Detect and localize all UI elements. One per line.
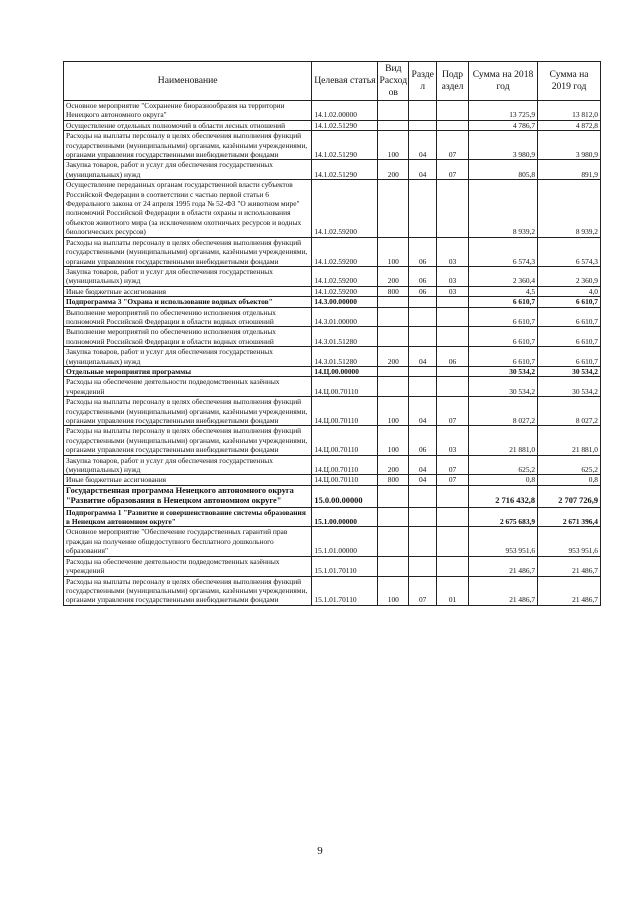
budget-table (63, 61, 601, 606)
row-subsection: 03 (437, 426, 469, 455)
row-sum-2018: 2 716 432,8 (469, 485, 538, 507)
row-subsection (437, 297, 469, 307)
row-expense-type: 200 (378, 160, 409, 180)
row-sum-2019: 21 486,7 (538, 556, 601, 576)
row-section: 04 (409, 160, 437, 180)
row-sum-2018: 4 786,7 (469, 120, 538, 130)
row-name: Закупка товаров, работ и услуг для обеспечения государственных (муниципальных) нужд (64, 160, 312, 180)
row-target-article: 14.Ц.00.70110 (312, 426, 378, 455)
row-section: 04 (409, 131, 437, 160)
row-name: Осуществление переданных органам государственной власти субъектов Российской Федерации в соответствии с частью первой статьи 6 Федерального закона от 24 апреля 1995 года № 52-ФЗ "О животном мире" полномочий Российской Федерации в области охраны и использования объектов животного мира (за исключением охотничьих ресурсов и водных биологических ресурсов) (64, 180, 312, 237)
row-section (409, 297, 437, 307)
table-row (64, 576, 601, 605)
row-expense-type (378, 101, 409, 121)
row-subsection: 03 (437, 237, 469, 266)
row-sum-2019: 6 610,7 (538, 347, 601, 367)
row-expense-type (378, 377, 409, 397)
row-expense-type (378, 297, 409, 307)
row-sum-2018: 6 610,7 (469, 347, 538, 367)
row-target-article: 15.1.01.70110 (312, 556, 378, 576)
row-section (409, 485, 437, 507)
row-target-article: 15.1.01.00000 (312, 527, 378, 556)
table-row (64, 237, 601, 266)
row-sum-2019: 6 610,7 (538, 327, 601, 347)
row-expense-type (378, 485, 409, 507)
row-sum-2019: 2 671 396,4 (538, 507, 601, 527)
header-sum-2018: Сумма на 2018 год (469, 62, 538, 101)
row-target-article: 15.1.01.70110 (312, 576, 378, 605)
row-target-article: 14.1.02.59200 (312, 286, 378, 296)
row-expense-type: 200 (378, 347, 409, 367)
row-expense-type (378, 366, 409, 376)
row-sum-2018: 30 534,2 (469, 377, 538, 397)
row-subsection: 07 (437, 455, 469, 475)
table-row (64, 101, 601, 121)
row-target-article: 14.1.02.59200 (312, 266, 378, 286)
table-row (64, 347, 601, 367)
table-row (64, 266, 601, 286)
row-sum-2019: 2 707 726,9 (538, 485, 601, 507)
row-sum-2018: 625,2 (469, 455, 538, 475)
row-expense-type (378, 327, 409, 347)
row-sum-2018: 30 534,2 (469, 366, 538, 376)
row-sum-2019: 891,9 (538, 160, 601, 180)
row-section (409, 327, 437, 347)
row-section (409, 507, 437, 527)
row-subsection: 07 (437, 475, 469, 485)
row-section (409, 556, 437, 576)
header-row (64, 62, 601, 101)
row-name: Расходы на обеспечение деятельности подведомственных казённых учреждений (64, 556, 312, 576)
row-subsection: 07 (437, 160, 469, 180)
row-name: Отдельные мероприятия программы (64, 366, 312, 376)
row-name: Осуществление отдельных полномочий в области лесных отношений (64, 120, 312, 130)
row-name: Государственная программа Ненецкого автономного округа "Развитие образования в Ненецком автономном округе" (64, 485, 312, 507)
row-sum-2018: 13 725,9 (469, 101, 538, 121)
row-target-article: 14.3.01.51280 (312, 327, 378, 347)
table-row (64, 455, 601, 475)
row-sum-2018: 4,5 (469, 286, 538, 296)
row-sum-2018: 953 951,6 (469, 527, 538, 556)
row-subsection: 03 (437, 266, 469, 286)
row-sum-2019: 21 881,0 (538, 426, 601, 455)
table-row (64, 485, 601, 507)
table-row (64, 507, 601, 527)
row-sum-2019: 953 951,6 (538, 527, 601, 556)
row-section (409, 366, 437, 376)
row-section: 06 (409, 237, 437, 266)
row-target-article: 14.1.02.51290 (312, 160, 378, 180)
row-expense-type: 800 (378, 475, 409, 485)
header-section: Разде л (409, 62, 437, 101)
row-expense-type (378, 307, 409, 327)
row-expense-type: 100 (378, 131, 409, 160)
row-expense-type: 200 (378, 266, 409, 286)
row-sum-2019: 4,0 (538, 286, 601, 296)
row-section (409, 180, 437, 237)
row-sum-2018: 8 027,2 (469, 397, 538, 426)
row-sum-2018: 0,8 (469, 475, 538, 485)
row-section (409, 101, 437, 121)
row-expense-type: 100 (378, 397, 409, 426)
row-name: Закупка товаров, работ и услуг для обеспечения государственных (муниципальных) нужд (64, 455, 312, 475)
row-sum-2018: 6 610,7 (469, 327, 538, 347)
table-row (64, 366, 601, 376)
row-target-article: 14.Ц.00.70110 (312, 377, 378, 397)
row-subsection: 07 (437, 131, 469, 160)
header-name: Наименование (64, 62, 312, 101)
table-row (64, 327, 601, 347)
row-sum-2018: 21 881,0 (469, 426, 538, 455)
row-name: Закупка товаров, работ и услуг для обеспечения государственных (муниципальных) нужд (64, 347, 312, 367)
row-target-article: 14.1.02.59200 (312, 180, 378, 237)
row-target-article: 15.1.00.00000 (312, 507, 378, 527)
row-expense-type: 800 (378, 286, 409, 296)
row-expense-type: 100 (378, 576, 409, 605)
row-name: Закупка товаров, работ и услуг для обеспечения государственных (муниципальных) нужд (64, 266, 312, 286)
table-row (64, 527, 601, 556)
table-row (64, 397, 601, 426)
row-target-article: 14.Ц.00.70110 (312, 455, 378, 475)
row-sum-2019: 6 610,7 (538, 297, 601, 307)
row-name: Расходы на обеспечение деятельности подведомственных казённых учреждений (64, 377, 312, 397)
row-sum-2019: 30 534,2 (538, 366, 601, 376)
row-subsection (437, 377, 469, 397)
row-sum-2019: 3 980,9 (538, 131, 601, 160)
row-section (409, 527, 437, 556)
row-sum-2019: 8 027,2 (538, 397, 601, 426)
table-row (64, 131, 601, 160)
table-body (64, 101, 601, 606)
row-expense-type (378, 556, 409, 576)
row-sum-2018: 805,8 (469, 160, 538, 180)
row-name: Подпрограмма 3 "Охрана и использование водных объектов" (64, 297, 312, 307)
row-name: Выполнение мероприятий по обеспечению исполнения отдельных полномочий Российской Федерации в области водных отношений (64, 327, 312, 347)
row-section (409, 307, 437, 327)
table-row (64, 286, 601, 296)
row-target-article: 14.3.01.00000 (312, 307, 378, 327)
row-sum-2019: 0,8 (538, 475, 601, 485)
row-expense-type: 100 (378, 426, 409, 455)
row-name: Иные бюджетные ассигнования (64, 475, 312, 485)
row-section (409, 120, 437, 130)
row-target-article: 14.1.02.59200 (312, 237, 378, 266)
row-sum-2018: 6 574,3 (469, 237, 538, 266)
row-sum-2018: 21 486,7 (469, 576, 538, 605)
row-sum-2018: 3 980,9 (469, 131, 538, 160)
row-section: 07 (409, 576, 437, 605)
page-number: 9 (317, 845, 323, 857)
row-sum-2018: 21 486,7 (469, 556, 538, 576)
row-target-article: 14.3.00.00000 (312, 297, 378, 307)
row-section (409, 377, 437, 397)
header-expense-type: Вид Расход ов (378, 62, 409, 101)
row-name: Расходы на выплаты персоналу в целях обеспечения выполнения функций государственными (муниципальными) органами, казёнными учреждениями, органами управления государственными внебюджетными фондами (64, 131, 312, 160)
row-subsection (437, 120, 469, 130)
row-name: Основное мероприятие "Сохранение биоразнообразия на территории Ненецкого автономного округа" (64, 101, 312, 121)
table-row (64, 377, 601, 397)
row-name: Иные бюджетные ассигнования (64, 286, 312, 296)
row-expense-type: 100 (378, 237, 409, 266)
row-section: 06 (409, 426, 437, 455)
row-subsection (437, 180, 469, 237)
row-subsection (437, 101, 469, 121)
row-target-article: 15.0.00.00000 (312, 485, 378, 507)
table-row (64, 180, 601, 237)
table-row (64, 556, 601, 576)
row-subsection (437, 366, 469, 376)
row-expense-type (378, 507, 409, 527)
row-target-article: 14.3.01.51280 (312, 347, 378, 367)
row-section: 04 (409, 475, 437, 485)
row-name: Основное мероприятие "Обеспечение государственных гарантий прав граждан на получение общедоступного бесплатного дошкольного образования" (64, 527, 312, 556)
row-target-article: 14.Ц.00.70110 (312, 475, 378, 485)
row-sum-2019: 625,2 (538, 455, 601, 475)
row-name: Выполнение мероприятий по обеспечению исполнения отдельных полномочий Российской Федерации в области водных отношений (64, 307, 312, 327)
table-row (64, 475, 601, 485)
table-row (64, 120, 601, 130)
row-subsection (437, 527, 469, 556)
row-section: 04 (409, 455, 437, 475)
row-target-article: 14.Ц.00.70110 (312, 397, 378, 426)
row-expense-type: 200 (378, 455, 409, 475)
row-subsection (437, 556, 469, 576)
row-target-article: 14.1.02.51290 (312, 131, 378, 160)
row-name: Расходы на выплаты персоналу в целях обеспечения выполнения функций государственными (муниципальными) органами, казёнными учреждениями, органами управления государственными внебюджетными фондами (64, 426, 312, 455)
row-target-article: 14.1.02.00000 (312, 101, 378, 121)
row-subsection: 03 (437, 286, 469, 296)
row-expense-type (378, 180, 409, 237)
row-subsection (437, 327, 469, 347)
row-sum-2018: 6 610,7 (469, 307, 538, 327)
row-sum-2018: 2 675 683,9 (469, 507, 538, 527)
row-sum-2019: 4 872,8 (538, 120, 601, 130)
row-sum-2018: 2 360,4 (469, 266, 538, 286)
row-expense-type (378, 527, 409, 556)
row-sum-2019: 8 939,2 (538, 180, 601, 237)
row-sum-2019: 6 610,7 (538, 307, 601, 327)
row-sum-2019: 13 812,0 (538, 101, 601, 121)
row-sum-2018: 6 610,7 (469, 297, 538, 307)
header-target-article: Целевая статья (312, 62, 378, 101)
row-name: Расходы на выплаты персоналу в целях обеспечения выполнения функций государственными (муниципальными) органами, казёнными учреждениями, органами управления государственными внебюджетными фондами (64, 237, 312, 266)
row-sum-2019: 2 360,9 (538, 266, 601, 286)
row-section: 04 (409, 347, 437, 367)
row-subsection (437, 485, 469, 507)
row-subsection: 06 (437, 347, 469, 367)
row-subsection (437, 507, 469, 527)
row-subsection (437, 307, 469, 327)
row-sum-2019: 30 534,2 (538, 377, 601, 397)
row-expense-type (378, 120, 409, 130)
row-target-article: 14.Ц.00.00000 (312, 366, 378, 376)
row-section: 06 (409, 286, 437, 296)
table-row (64, 160, 601, 180)
row-name: Расходы на выплаты персоналу в целях обеспечения выполнения функций государственными (муниципальными) органами, казёнными учреждениями, органами управления государственными внебюджетными фондами (64, 397, 312, 426)
row-sum-2019: 6 574,3 (538, 237, 601, 266)
row-subsection: 07 (437, 397, 469, 426)
row-name: Подпрограмма 1 "Развитие и совершенствование системы образования в Ненецком автономном округе" (64, 507, 312, 527)
row-sum-2018: 8 939,2 (469, 180, 538, 237)
header-subsection: Подр аздел (437, 62, 469, 101)
row-sum-2019: 21 486,7 (538, 576, 601, 605)
row-section: 06 (409, 266, 437, 286)
row-subsection: 01 (437, 576, 469, 605)
table-row (64, 426, 601, 455)
row-name: Расходы на выплаты персоналу в целях обеспечения выполнения функций государственными (муниципальными) органами, казёнными учреждениями, органами управления государственными внебюджетными фондами (64, 576, 312, 605)
row-section: 04 (409, 397, 437, 426)
header-sum-2019: Сумма на 2019 год (538, 62, 601, 101)
table-row (64, 307, 601, 327)
row-target-article: 14.1.02.51290 (312, 120, 378, 130)
table-row (64, 297, 601, 307)
